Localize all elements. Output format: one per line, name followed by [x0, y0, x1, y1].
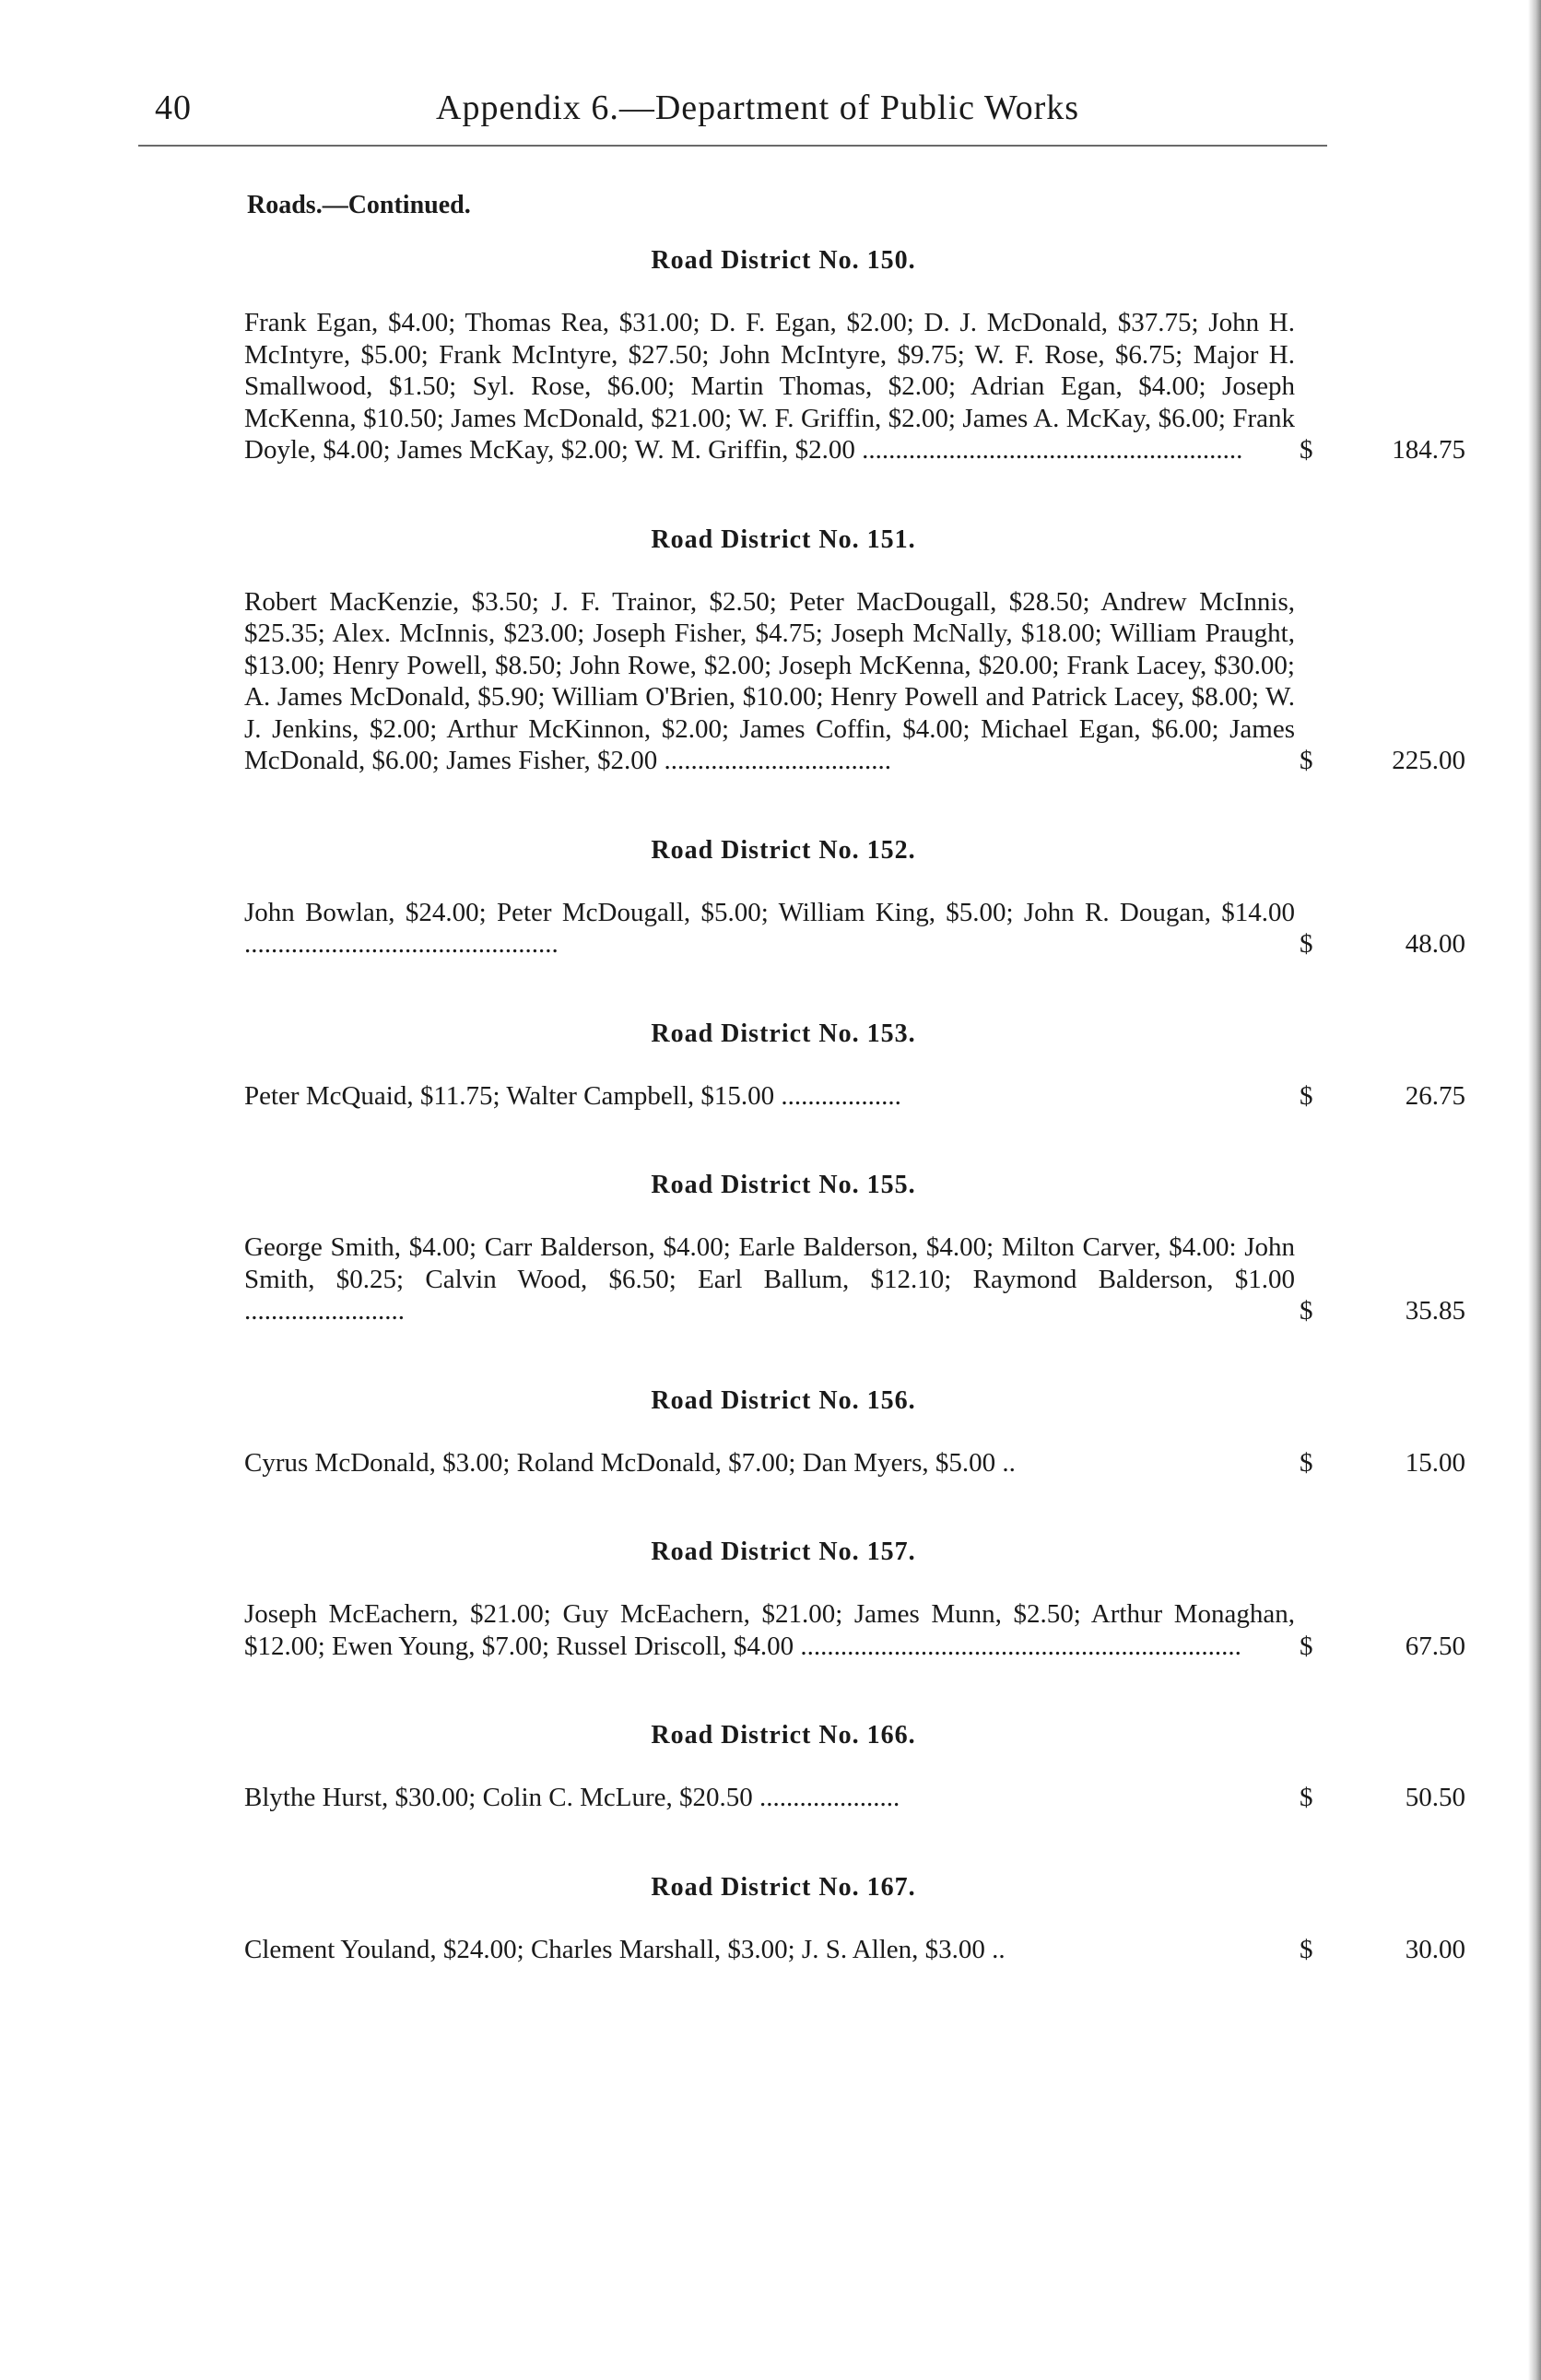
total-row — [1300, 928, 1465, 960]
payee-list: John Bowlan, $24.00; Peter McDougall, $5.00; William King, $5.00; John R. Dougan, $14.00 ............................................... — [244, 897, 1295, 959]
road-district-section — [138, 836, 1465, 960]
page-edge-shadow — [1528, 0, 1541, 2380]
district-title: Road District No. 153. — [651, 1019, 916, 1048]
payee-list: Clement Youland, $24.00; Charles Marshall, $3.00; J. S. Allen, $3.00 .. — [244, 1934, 1006, 1964]
road-district-section — [138, 1538, 1465, 1662]
payee-list: Peter McQuaid, $11.75; Walter Campbell, $15.00 .................. — [244, 1080, 901, 1111]
header-rule — [138, 145, 1327, 147]
total-row — [1300, 1934, 1465, 1966]
district-total: 184.75 — [1392, 435, 1465, 465]
road-district-section — [138, 1171, 1465, 1327]
district-list — [138, 246, 1465, 1965]
district-title: Road District No. 151. — [651, 524, 916, 554]
currency-symbol: $ — [1300, 1783, 1313, 1812]
district-total: 26.75 — [1405, 1080, 1465, 1111]
district-title: Road District No. 150. — [651, 246, 916, 275]
currency-symbol: $ — [1300, 1631, 1313, 1661]
district-total: 15.00 — [1405, 1447, 1465, 1478]
payee-list: Joseph McEachern, $21.00; Guy McEachern, $21.00; James Munn, $2.50; Arthur Monaghan, $12.00; Ewen Young, $7.00; Russel Driscoll, $4.00 .................................................................. — [244, 1599, 1295, 1661]
road-district-section — [138, 1386, 1465, 1479]
total-row — [1300, 1782, 1465, 1814]
district-total: 30.00 — [1405, 1934, 1465, 1964]
district-total: 48.00 — [1405, 929, 1465, 959]
currency-symbol: $ — [1300, 929, 1313, 959]
district-entry — [244, 1934, 1465, 1966]
currency-symbol: $ — [1300, 1934, 1313, 1964]
payee-list: Robert MacKenzie, $3.50; J. F. Trainor, $2.50; Peter MacDougall, $28.50; Andrew McInnis, $25.35; Alex. McInnis, $23.00; Joseph Fisher, $4.75; Joseph McNally, $18.00; William Praught, $13.00; Henry Powell, $8.50; John Rowe, $2.00; Joseph McKenna, $20.00; Frank Lacey, $30.00; A. James McDonald, $5.90; William O'Brien, $10.00; Henry Powell and Patrick Lacey, $8.00; W. J. Jenkins, $2.00; Arthur McKinnon, $2.00; James Coffin, $4.00; Michael Egan, $6.00; James McDonald, $6.00; James Fisher, $2.00 .................................. — [244, 586, 1295, 775]
document-page — [138, 88, 1465, 1965]
running-title: Appendix 6.—Department of Public Works — [436, 88, 1080, 127]
total-row — [1300, 1295, 1465, 1327]
district-title: Road District No. 156. — [651, 1385, 916, 1415]
total-row — [1300, 745, 1465, 777]
total-row — [1300, 434, 1465, 466]
total-row — [1300, 1631, 1465, 1663]
payee-list: Blythe Hurst, $30.00; Colin C. McLure, $20.50 ..................... — [244, 1783, 900, 1812]
currency-symbol: $ — [1300, 1296, 1313, 1325]
district-entry — [244, 586, 1465, 777]
currency-symbol: $ — [1300, 746, 1313, 775]
page-number: 40 — [155, 88, 192, 127]
district-entry — [244, 307, 1465, 466]
payee-list: Frank Egan, $4.00; Thomas Rea, $31.00; D. F. Egan, $2.00; D. J. McDonald, $37.75; John H. McIntyre, $5.00; Frank McIntyre, $27.50; John McIntyre, $9.75; W. F. Rose, $6.75; Major H. Smallwood, $1.50; Syl. Rose, $6.00; Martin Thomas, $2.00; Adrian Egan, $4.00; Joseph McKenna, $10.50; James McDonald, $21.00; W. F. Griffin, $2.00; James A. McKay, $6.00; Frank Doyle, $4.00; James McKay, $2.00; W. M. Griffin, $2.00 ......................................................... — [244, 308, 1295, 465]
district-total: 50.50 — [1405, 1783, 1465, 1812]
district-entry — [244, 1782, 1465, 1814]
district-entry — [244, 1231, 1465, 1327]
district-entry — [244, 1598, 1465, 1662]
total-row — [1300, 1080, 1465, 1113]
currency-symbol: $ — [1300, 435, 1313, 465]
district-entry — [244, 1447, 1465, 1479]
district-title: Road District No. 167. — [651, 1872, 916, 1902]
currency-symbol: $ — [1300, 1080, 1313, 1111]
district-total: 67.50 — [1405, 1631, 1465, 1661]
road-district-section — [138, 1721, 1465, 1814]
district-entry — [244, 897, 1465, 960]
district-title: Road District No. 166. — [651, 1721, 916, 1750]
payee-list: George Smith, $4.00; Carr Balderson, $4.00; Earle Balderson, $4.00; Milton Carver, $4.00: John Smith, $0.25; Calvin Wood, $6.50; Earl Ballum, $12.10; Raymond Balderson, $1.00 ........................ — [244, 1232, 1295, 1325]
district-total: 35.85 — [1405, 1296, 1465, 1325]
district-title: Road District No. 155. — [651, 1171, 916, 1199]
road-district-section — [138, 246, 1465, 466]
page-header — [138, 88, 1465, 139]
district-entry — [244, 1080, 1465, 1113]
road-district-section — [138, 1019, 1465, 1113]
district-title: Road District No. 152. — [651, 835, 916, 865]
district-total: 225.00 — [1392, 746, 1465, 775]
road-district-section — [138, 1873, 1465, 1966]
currency-symbol: $ — [1300, 1447, 1313, 1478]
total-row — [1300, 1447, 1465, 1479]
road-district-section — [138, 525, 1465, 777]
payee-list: Cyrus McDonald, $3.00; Roland McDonald, $7.00; Dan Myers, $5.00 .. — [244, 1447, 1016, 1478]
district-title: Road District No. 157. — [651, 1538, 916, 1566]
section-heading: Roads.—Continued. — [247, 191, 471, 219]
